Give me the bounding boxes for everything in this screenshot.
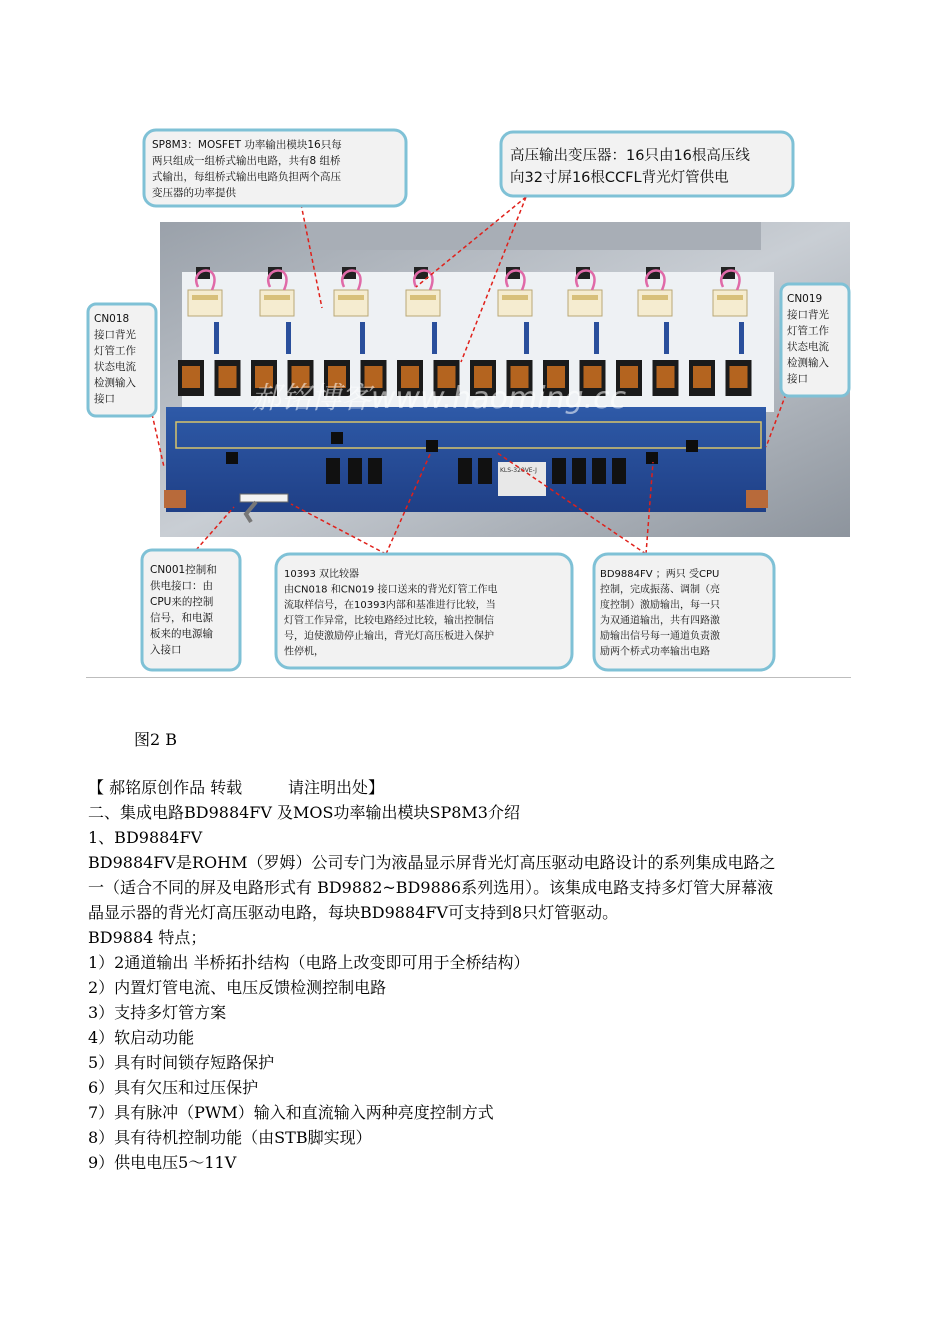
- watermark: 郝铭博客www.haoming.cc: [251, 381, 627, 416]
- callout-line: 状态电流: [787, 341, 829, 353]
- callout-line: 变压器的功率提供: [152, 187, 236, 199]
- capacitor: [360, 322, 365, 354]
- callout-cn001: [142, 550, 240, 670]
- callout-line: 状态电流: [94, 361, 136, 373]
- connector-cn001: [240, 494, 288, 502]
- callout-line: 两只组成一组桥式输出电路，共有8 组桥: [152, 155, 341, 167]
- article-body: [88, 775, 788, 1175]
- mosfet-chip: [458, 458, 472, 484]
- callout-line: 灯管工作: [94, 345, 136, 357]
- callout-line: 供电接口：由: [150, 580, 213, 592]
- chassis-rail: [301, 222, 761, 250]
- hv-transformer: [498, 290, 532, 316]
- capacitor: [524, 322, 529, 354]
- callout-line: 向32寸屏16根CCFL背光灯管供电: [510, 170, 729, 186]
- feature-item: 2）内置灯管电流、电压反馈检测控制电路: [88, 978, 387, 997]
- capacitor: [286, 322, 291, 354]
- mosfet-chip: [348, 458, 362, 484]
- coil-winding: [730, 366, 748, 388]
- transformer-band: [502, 295, 528, 300]
- callout-line: 度控制）激励输出，每一只: [600, 600, 720, 611]
- callout-line: 入接口: [150, 644, 182, 656]
- feature-item: 7）具有脉冲（PWM）输入和直流输入两种亮度控制方式: [88, 1103, 494, 1122]
- callout-line: 检测输入: [94, 377, 136, 389]
- section-title: 二、集成电路BD9884FV 及MOS功率输出模块SP8M3介绍: [88, 803, 520, 822]
- callout-cn018: [88, 304, 156, 416]
- hv-transformer: [188, 290, 222, 316]
- ic-chip: [426, 440, 438, 452]
- board-label-text: KLS-320VE-J: [500, 467, 537, 474]
- mosfet-chip: [326, 458, 340, 484]
- capacitor: [432, 322, 437, 354]
- callout-line: 接口背光: [94, 329, 136, 341]
- callout-comparator: [276, 554, 572, 668]
- capacitor: [664, 322, 669, 354]
- callout-line: 励两个桥式功率输出电路: [600, 646, 710, 658]
- feature-item: 4）软启动功能: [88, 1028, 195, 1047]
- features-title: BD9884 特点；: [88, 928, 207, 947]
- ic-chip: [686, 440, 698, 452]
- transformer-band: [192, 295, 218, 300]
- pcb-edge-left: [164, 490, 186, 508]
- callout-line: 流取样信号，在10393内部和基准进行比较，当: [284, 600, 496, 611]
- hv-transformer: [568, 290, 602, 316]
- hv-transformer: [406, 290, 440, 316]
- capacitor: [739, 322, 744, 354]
- callout-line: 为双通道输出，共有四路激: [600, 615, 720, 627]
- capacitor: [594, 322, 599, 354]
- coil-winding: [693, 366, 711, 388]
- callout-line: 接口背光: [787, 309, 829, 321]
- capacitor: [214, 322, 219, 354]
- callout-line: BD9884FV ；两只 受CPU: [600, 569, 720, 580]
- callout-sp8m3: [144, 130, 406, 206]
- callout-line: 号，迫使激励停止输出，背光灯高压板进入保护: [284, 631, 494, 642]
- callout-line: 检测输入: [787, 357, 829, 369]
- transformer-band: [642, 295, 668, 300]
- transformer-band: [572, 295, 598, 300]
- callout-line: 板来的电源输: [150, 628, 213, 640]
- mosfet-chip: [592, 458, 606, 484]
- callout-line: 高压输出变压器：16只由16根高压线: [510, 148, 750, 164]
- figure-caption: 图2 B: [134, 730, 178, 749]
- hv-transformer: [638, 290, 672, 316]
- subsection-title: 1、BD9884FV: [88, 828, 203, 847]
- feature-item: 9）供电电压5～11V: [88, 1153, 237, 1172]
- callout-cn019: [781, 284, 849, 396]
- callout-line: 励输出信号每一通道负责激: [600, 631, 720, 642]
- callout-line: CN001控制和: [150, 564, 217, 576]
- copyright-notice: 【 郝铭原创作品 转载 请注明出处】: [88, 778, 384, 797]
- hv-transformer: [713, 290, 747, 316]
- callout-line: 由CN018 和CN019 接口送来的背光灯管工作电: [284, 584, 498, 596]
- callout-line: 灯管工作异常，比较电路经过比较，输出控制信: [284, 615, 494, 627]
- transformer-band: [410, 295, 436, 300]
- callout-line: CN019: [787, 293, 823, 305]
- mosfet-chip: [368, 458, 382, 484]
- callout-line: SP8M3：MOSFET 功率输出模块16只每: [152, 139, 342, 151]
- callout-line: CN018: [94, 313, 130, 325]
- mosfet-chip: [552, 458, 566, 484]
- callout-line: 灯管工作: [787, 325, 829, 337]
- coil-winding: [657, 366, 675, 388]
- intro-paragraph: BD9884FV是ROHM（罗姆）公司专门为液晶显示屏背光灯高压驱动电路设计的系列集成电路之一（适合不同的屏及电路形式有 BD9882~BD9886系列选用）。该集成电路支持多灯管大屏幕液晶显示器的背光灯高压驱动电路，每块BD9884FV可支持到8只灯管驱动。: [88, 853, 776, 922]
- ic-chip: [226, 452, 238, 464]
- mosfet-chip: [478, 458, 492, 484]
- feature-item: 5）具有时间锁存短路保护: [88, 1053, 275, 1072]
- callout-line: CPU来的控制: [150, 596, 214, 608]
- hv-transformer: [334, 290, 368, 316]
- mosfet-chip: [612, 458, 626, 484]
- callout-transformer: [501, 132, 793, 196]
- transformer-band: [264, 295, 290, 300]
- callout-line: 式输出，每组桥式输出电路负担两个高压: [152, 171, 341, 183]
- callout-line: 接口: [787, 373, 808, 385]
- figure-baseline: [86, 677, 851, 678]
- coil-winding: [182, 366, 200, 388]
- transformer-band: [338, 295, 364, 300]
- coil-winding: [219, 366, 237, 388]
- feature-item: 3）支持多灯管方案: [88, 1003, 227, 1022]
- pcb-edge-right: [746, 490, 768, 508]
- callout-line: 接口: [94, 393, 115, 405]
- mosfet-chip: [572, 458, 586, 484]
- callout-line: 10393 双比较器: [284, 569, 359, 580]
- figure-photo: [86, 122, 851, 678]
- ic-chip: [331, 432, 343, 444]
- callout-line: 性停机，: [284, 646, 324, 658]
- transformer-band: [717, 295, 743, 300]
- hv-transformer: [260, 290, 294, 316]
- callout-bd9884: [594, 554, 774, 670]
- ic-chip: [646, 452, 658, 464]
- feature-item: 8）具有待机控制功能（由STB脚实现）: [88, 1128, 372, 1147]
- callout-line: 信号，和电源: [150, 612, 213, 624]
- callout-line: 控制，完成振荡、调制（亮: [600, 584, 720, 596]
- feature-item: 1）2通道输出 半桥拓扑结构（电路上改变即可用于全桥结构）: [88, 953, 530, 972]
- feature-item: 6）具有欠压和过压保护: [88, 1078, 259, 1097]
